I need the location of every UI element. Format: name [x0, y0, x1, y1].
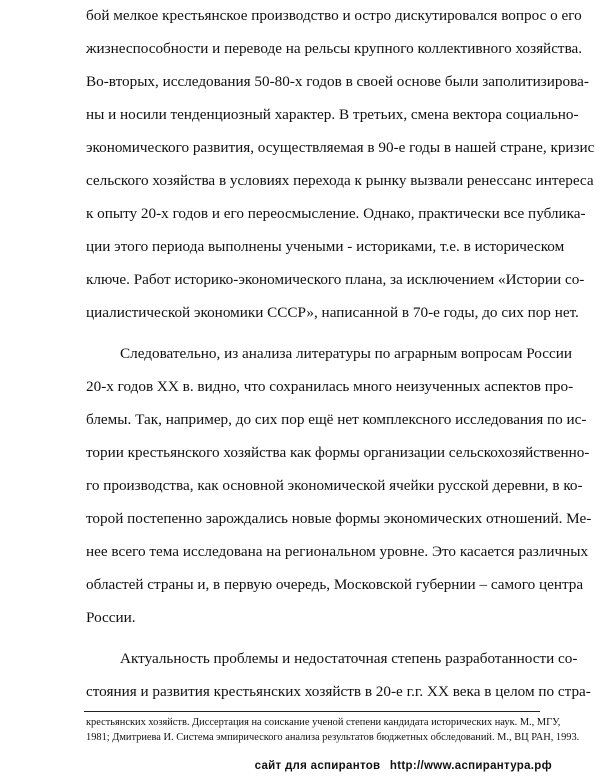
footer-prefix: сайт для аспирантов	[254, 760, 381, 772]
text-line: ны и носили тенденциозный характер. В третьих, смена вектора социально-	[86, 106, 579, 123]
text-line: к опыту 20-х годов и его переосмысление. Однако, практически все публика-	[86, 205, 586, 222]
text-line: Следовательно, из анализа литературы по аграрным вопросам России	[120, 345, 573, 362]
text-line: циалистической экономики СССР», написанной в 70-е годы, до сих пор нет.	[86, 304, 579, 321]
text-line: сельского хозяйства в условиях перехода к рынку вызвали ренессанс интереса	[86, 172, 594, 189]
text-line: нее всего тема исследована на региональном уровне. Это касается различных	[86, 543, 589, 560]
text-line: торой постепенно зарождались новые формы экономических отношений. Ме-	[86, 510, 592, 527]
footnote-separator	[84, 711, 540, 712]
text-line: Актуальность проблемы и недостаточная степень разработанности со-	[120, 650, 578, 667]
text-line: жизнеспособности и переводе на рельсы крупного коллективного хозяйства.	[86, 40, 583, 57]
text-line: тории крестьянского хозяйства как формы организации сельскохозяйственно-	[86, 444, 590, 461]
site-footer	[0, 760, 600, 772]
text-line: го производства, как основной экономической ячейки русской деревни, в ко-	[86, 477, 583, 494]
text-line: бой мелкое крестьянское производство и остро дискутировался вопрос о его	[86, 7, 582, 24]
footnote-line: 1981; Дмитриева И. Система эмпирического анализа результатов бюджетных обследований. М., ВЦ РАН, 1993.	[86, 732, 580, 743]
footer-url-link[interactable]: http://www.аспирантура.рф	[389, 760, 552, 772]
text-line: блемы. Так, например, до сих пор ещё нет комплексного исследования по ис-	[86, 411, 587, 428]
text-line: ключе. Работ историко-экономического плана, за исключением «Истории со-	[86, 271, 585, 288]
footnote-line: крестьянских хозяйств. Диссертация на соискание ученой степени кандидата исторических наук. М., МГУ,	[86, 717, 561, 728]
text-line: экономического развития, осуществляемая в 90-е годы в нашей стране, кризис	[86, 139, 595, 156]
text-line: 20-х годов XX в. видно, что сохранилась много неизученных аспектов про-	[86, 378, 574, 395]
text-line: Во-вторых, исследования 50-80-х годов в своей основе были заполитизирова-	[86, 73, 589, 90]
text-line: ции этого периода выполнены учеными - историками, т.е. в историческом	[86, 238, 565, 255]
text-line: России.	[86, 609, 136, 626]
text-line: областей страны и, в первую очередь, Московской губернии – самого центра	[86, 576, 584, 593]
text-line: стояния и развития крестьянских хозяйств в 20-е г.г. XX века в целом по стра-	[86, 683, 591, 700]
